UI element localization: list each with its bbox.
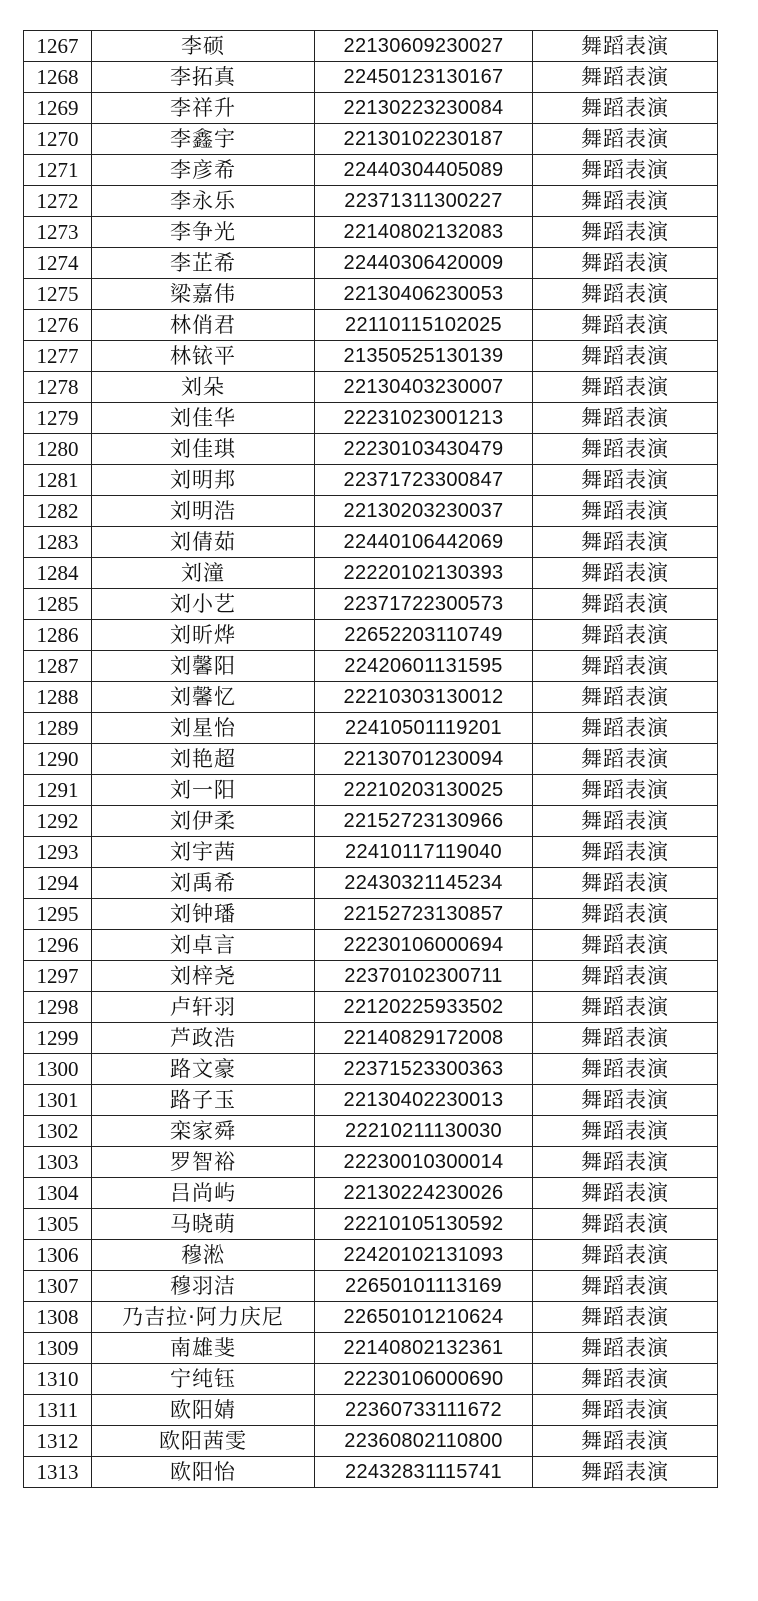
table-row bbox=[24, 651, 718, 682]
row-number-cell: 1274 bbox=[24, 248, 92, 279]
table-row bbox=[24, 992, 718, 1023]
exam-number-cell: 22371523300363 bbox=[315, 1054, 533, 1085]
table-row bbox=[24, 558, 718, 589]
row-number-cell: 1296 bbox=[24, 930, 92, 961]
row-number-cell: 1290 bbox=[24, 744, 92, 775]
major-cell: 舞蹈表演 bbox=[533, 775, 718, 806]
major-cell: 舞蹈表演 bbox=[533, 465, 718, 496]
table-row bbox=[24, 806, 718, 837]
exam-number-cell: 22440304405089 bbox=[315, 155, 533, 186]
row-number-cell: 1280 bbox=[24, 434, 92, 465]
exam-number-cell: 22130406230053 bbox=[315, 279, 533, 310]
table-row bbox=[24, 899, 718, 930]
exam-number-cell: 22450123130167 bbox=[315, 62, 533, 93]
table-row bbox=[24, 434, 718, 465]
row-number-cell: 1312 bbox=[24, 1426, 92, 1457]
row-number-cell: 1302 bbox=[24, 1116, 92, 1147]
major-cell: 舞蹈表演 bbox=[533, 961, 718, 992]
student-name-cell: 刘钟璠 bbox=[92, 899, 315, 930]
major-cell: 舞蹈表演 bbox=[533, 1085, 718, 1116]
exam-number-cell: 22230103430479 bbox=[315, 434, 533, 465]
major-cell: 舞蹈表演 bbox=[533, 1054, 718, 1085]
student-name-cell: 刘潼 bbox=[92, 558, 315, 589]
table-row bbox=[24, 1209, 718, 1240]
row-number-cell: 1279 bbox=[24, 403, 92, 434]
student-name-cell: 吕尚屿 bbox=[92, 1178, 315, 1209]
table-row bbox=[24, 1147, 718, 1178]
student-name-cell: 刘禹希 bbox=[92, 868, 315, 899]
major-cell: 舞蹈表演 bbox=[533, 713, 718, 744]
student-name-cell: 李永乐 bbox=[92, 186, 315, 217]
student-name-cell: 李拓真 bbox=[92, 62, 315, 93]
major-cell: 舞蹈表演 bbox=[533, 1147, 718, 1178]
exam-number-cell: 22230106000694 bbox=[315, 930, 533, 961]
exam-number-cell: 21350525130139 bbox=[315, 341, 533, 372]
student-name-cell: 穆羽洁 bbox=[92, 1271, 315, 1302]
exam-number-cell: 22440306420009 bbox=[315, 248, 533, 279]
row-number-cell: 1276 bbox=[24, 310, 92, 341]
exam-number-cell: 22652203110749 bbox=[315, 620, 533, 651]
student-name-cell: 刘宇茜 bbox=[92, 837, 315, 868]
major-cell: 舞蹈表演 bbox=[533, 1364, 718, 1395]
row-number-cell: 1281 bbox=[24, 465, 92, 496]
table-row bbox=[24, 465, 718, 496]
exam-number-cell: 22360733111672 bbox=[315, 1395, 533, 1426]
student-name-cell: 李芷希 bbox=[92, 248, 315, 279]
table-row bbox=[24, 1302, 718, 1333]
row-number-cell: 1307 bbox=[24, 1271, 92, 1302]
table-row bbox=[24, 155, 718, 186]
student-name-cell: 穆淞 bbox=[92, 1240, 315, 1271]
table-row bbox=[24, 775, 718, 806]
major-cell: 舞蹈表演 bbox=[533, 1116, 718, 1147]
table-row bbox=[24, 1240, 718, 1271]
exam-number-cell: 22110115102025 bbox=[315, 310, 533, 341]
table-row bbox=[24, 1333, 718, 1364]
major-cell: 舞蹈表演 bbox=[533, 651, 718, 682]
student-name-cell: 罗智裕 bbox=[92, 1147, 315, 1178]
row-number-cell: 1292 bbox=[24, 806, 92, 837]
exam-number-cell: 22231023001213 bbox=[315, 403, 533, 434]
exam-number-cell: 22220102130393 bbox=[315, 558, 533, 589]
exam-number-cell: 22152723130966 bbox=[315, 806, 533, 837]
exam-number-cell: 22140802132083 bbox=[315, 217, 533, 248]
table-row bbox=[24, 868, 718, 899]
exam-number-cell: 22210105130592 bbox=[315, 1209, 533, 1240]
row-number-cell: 1278 bbox=[24, 372, 92, 403]
student-roster-table bbox=[23, 30, 718, 1488]
exam-number-cell: 22130402230013 bbox=[315, 1085, 533, 1116]
row-number-cell: 1288 bbox=[24, 682, 92, 713]
major-cell: 舞蹈表演 bbox=[533, 217, 718, 248]
exam-number-cell: 22230106000690 bbox=[315, 1364, 533, 1395]
row-number-cell: 1275 bbox=[24, 279, 92, 310]
student-name-cell: 刘卓言 bbox=[92, 930, 315, 961]
student-name-cell: 刘梓尧 bbox=[92, 961, 315, 992]
table-row bbox=[24, 186, 718, 217]
student-name-cell: 梁嘉伟 bbox=[92, 279, 315, 310]
major-cell: 舞蹈表演 bbox=[533, 155, 718, 186]
major-cell: 舞蹈表演 bbox=[533, 248, 718, 279]
row-number-cell: 1305 bbox=[24, 1209, 92, 1240]
major-cell: 舞蹈表演 bbox=[533, 1333, 718, 1364]
major-cell: 舞蹈表演 bbox=[533, 744, 718, 775]
major-cell: 舞蹈表演 bbox=[533, 1426, 718, 1457]
table-row bbox=[24, 31, 718, 62]
major-cell: 舞蹈表演 bbox=[533, 992, 718, 1023]
major-cell: 舞蹈表演 bbox=[533, 62, 718, 93]
student-name-cell: 李彦希 bbox=[92, 155, 315, 186]
table-row bbox=[24, 1426, 718, 1457]
table-row bbox=[24, 527, 718, 558]
table-row bbox=[24, 1054, 718, 1085]
row-number-cell: 1269 bbox=[24, 93, 92, 124]
table-row bbox=[24, 961, 718, 992]
major-cell: 舞蹈表演 bbox=[533, 527, 718, 558]
row-number-cell: 1300 bbox=[24, 1054, 92, 1085]
exam-number-cell: 22130102230187 bbox=[315, 124, 533, 155]
row-number-cell: 1303 bbox=[24, 1147, 92, 1178]
major-cell: 舞蹈表演 bbox=[533, 310, 718, 341]
table-row bbox=[24, 1085, 718, 1116]
major-cell: 舞蹈表演 bbox=[533, 930, 718, 961]
exam-number-cell: 22210303130012 bbox=[315, 682, 533, 713]
major-cell: 舞蹈表演 bbox=[533, 1302, 718, 1333]
row-number-cell: 1313 bbox=[24, 1457, 92, 1488]
table-row bbox=[24, 1364, 718, 1395]
row-number-cell: 1310 bbox=[24, 1364, 92, 1395]
table-row bbox=[24, 403, 718, 434]
row-number-cell: 1270 bbox=[24, 124, 92, 155]
major-cell: 舞蹈表演 bbox=[533, 837, 718, 868]
student-name-cell: 刘小艺 bbox=[92, 589, 315, 620]
table-row bbox=[24, 1271, 718, 1302]
row-number-cell: 1298 bbox=[24, 992, 92, 1023]
student-name-cell: 刘佳华 bbox=[92, 403, 315, 434]
exam-number-cell: 22130203230037 bbox=[315, 496, 533, 527]
exam-number-cell: 22410501119201 bbox=[315, 713, 533, 744]
table-row bbox=[24, 1023, 718, 1054]
major-cell: 舞蹈表演 bbox=[533, 806, 718, 837]
row-number-cell: 1301 bbox=[24, 1085, 92, 1116]
table-row bbox=[24, 217, 718, 248]
student-name-cell: 路文豪 bbox=[92, 1054, 315, 1085]
table-row bbox=[24, 372, 718, 403]
student-name-cell: 刘一阳 bbox=[92, 775, 315, 806]
row-number-cell: 1289 bbox=[24, 713, 92, 744]
student-name-cell: 栾家舜 bbox=[92, 1116, 315, 1147]
table-row bbox=[24, 341, 718, 372]
table-row bbox=[24, 744, 718, 775]
row-number-cell: 1308 bbox=[24, 1302, 92, 1333]
student-name-cell: 刘倩茹 bbox=[92, 527, 315, 558]
row-number-cell: 1311 bbox=[24, 1395, 92, 1426]
row-number-cell: 1273 bbox=[24, 217, 92, 248]
major-cell: 舞蹈表演 bbox=[533, 186, 718, 217]
student-name-cell: 欧阳茜雯 bbox=[92, 1426, 315, 1457]
row-number-cell: 1293 bbox=[24, 837, 92, 868]
exam-number-cell: 22140829172008 bbox=[315, 1023, 533, 1054]
exam-number-cell: 22130403230007 bbox=[315, 372, 533, 403]
major-cell: 舞蹈表演 bbox=[533, 1209, 718, 1240]
row-number-cell: 1309 bbox=[24, 1333, 92, 1364]
row-number-cell: 1306 bbox=[24, 1240, 92, 1271]
student-name-cell: 刘明邦 bbox=[92, 465, 315, 496]
major-cell: 舞蹈表演 bbox=[533, 899, 718, 930]
student-name-cell: 宁纯钰 bbox=[92, 1364, 315, 1395]
student-name-cell: 刘馨阳 bbox=[92, 651, 315, 682]
student-name-cell: 刘艳超 bbox=[92, 744, 315, 775]
major-cell: 舞蹈表演 bbox=[533, 682, 718, 713]
student-name-cell: 林铱平 bbox=[92, 341, 315, 372]
student-name-cell: 芦政浩 bbox=[92, 1023, 315, 1054]
student-name-cell: 李硕 bbox=[92, 31, 315, 62]
major-cell: 舞蹈表演 bbox=[533, 434, 718, 465]
student-name-cell: 马晓萌 bbox=[92, 1209, 315, 1240]
student-name-cell: 刘佳琪 bbox=[92, 434, 315, 465]
major-cell: 舞蹈表演 bbox=[533, 1395, 718, 1426]
major-cell: 舞蹈表演 bbox=[533, 403, 718, 434]
exam-number-cell: 22130701230094 bbox=[315, 744, 533, 775]
major-cell: 舞蹈表演 bbox=[533, 1457, 718, 1488]
row-number-cell: 1299 bbox=[24, 1023, 92, 1054]
row-number-cell: 1268 bbox=[24, 62, 92, 93]
row-number-cell: 1282 bbox=[24, 496, 92, 527]
row-number-cell: 1277 bbox=[24, 341, 92, 372]
student-name-cell: 李鑫宇 bbox=[92, 124, 315, 155]
table-row bbox=[24, 1457, 718, 1488]
student-name-cell: 刘星怡 bbox=[92, 713, 315, 744]
exam-number-cell: 22440106442069 bbox=[315, 527, 533, 558]
exam-number-cell: 22650101113169 bbox=[315, 1271, 533, 1302]
table-row bbox=[24, 496, 718, 527]
student-name-cell: 乃吉拉·阿力庆尼 bbox=[92, 1302, 315, 1333]
student-name-cell: 刘朵 bbox=[92, 372, 315, 403]
exam-number-cell: 22130609230027 bbox=[315, 31, 533, 62]
exam-number-cell: 22152723130857 bbox=[315, 899, 533, 930]
table-row bbox=[24, 124, 718, 155]
exam-number-cell: 22432831115741 bbox=[315, 1457, 533, 1488]
major-cell: 舞蹈表演 bbox=[533, 1178, 718, 1209]
student-name-cell: 刘昕烨 bbox=[92, 620, 315, 651]
row-number-cell: 1304 bbox=[24, 1178, 92, 1209]
row-number-cell: 1291 bbox=[24, 775, 92, 806]
major-cell: 舞蹈表演 bbox=[533, 1271, 718, 1302]
table-row bbox=[24, 310, 718, 341]
student-name-cell: 欧阳婧 bbox=[92, 1395, 315, 1426]
row-number-cell: 1271 bbox=[24, 155, 92, 186]
row-number-cell: 1297 bbox=[24, 961, 92, 992]
student-name-cell: 李争光 bbox=[92, 217, 315, 248]
exam-number-cell: 22430321145234 bbox=[315, 868, 533, 899]
student-name-cell: 刘伊柔 bbox=[92, 806, 315, 837]
row-number-cell: 1295 bbox=[24, 899, 92, 930]
row-number-cell: 1294 bbox=[24, 868, 92, 899]
major-cell: 舞蹈表演 bbox=[533, 589, 718, 620]
major-cell: 舞蹈表演 bbox=[533, 1240, 718, 1271]
major-cell: 舞蹈表演 bbox=[533, 620, 718, 651]
exam-number-cell: 22650101210624 bbox=[315, 1302, 533, 1333]
student-name-cell: 欧阳怡 bbox=[92, 1457, 315, 1488]
table-row bbox=[24, 1178, 718, 1209]
row-number-cell: 1267 bbox=[24, 31, 92, 62]
row-number-cell: 1272 bbox=[24, 186, 92, 217]
major-cell: 舞蹈表演 bbox=[533, 93, 718, 124]
row-number-cell: 1285 bbox=[24, 589, 92, 620]
table-row bbox=[24, 930, 718, 961]
table-row bbox=[24, 589, 718, 620]
table-row bbox=[24, 620, 718, 651]
table-row bbox=[24, 837, 718, 868]
row-number-cell: 1284 bbox=[24, 558, 92, 589]
table-row bbox=[24, 682, 718, 713]
exam-number-cell: 22371723300847 bbox=[315, 465, 533, 496]
row-number-cell: 1283 bbox=[24, 527, 92, 558]
major-cell: 舞蹈表演 bbox=[533, 496, 718, 527]
roster-table-body bbox=[24, 31, 718, 1488]
table-row bbox=[24, 62, 718, 93]
exam-number-cell: 22420102131093 bbox=[315, 1240, 533, 1271]
major-cell: 舞蹈表演 bbox=[533, 372, 718, 403]
exam-number-cell: 22140802132361 bbox=[315, 1333, 533, 1364]
exam-number-cell: 22130224230026 bbox=[315, 1178, 533, 1209]
table-row bbox=[24, 248, 718, 279]
table-row bbox=[24, 713, 718, 744]
major-cell: 舞蹈表演 bbox=[533, 341, 718, 372]
exam-number-cell: 22370102300711 bbox=[315, 961, 533, 992]
major-cell: 舞蹈表演 bbox=[533, 31, 718, 62]
table-row bbox=[24, 1395, 718, 1426]
student-name-cell: 路子玉 bbox=[92, 1085, 315, 1116]
table-row bbox=[24, 1116, 718, 1147]
student-name-cell: 刘馨忆 bbox=[92, 682, 315, 713]
row-number-cell: 1287 bbox=[24, 651, 92, 682]
major-cell: 舞蹈表演 bbox=[533, 1023, 718, 1054]
exam-number-cell: 22371722300573 bbox=[315, 589, 533, 620]
exam-number-cell: 22420601131595 bbox=[315, 651, 533, 682]
student-name-cell: 林俏君 bbox=[92, 310, 315, 341]
exam-number-cell: 22130223230084 bbox=[315, 93, 533, 124]
major-cell: 舞蹈表演 bbox=[533, 558, 718, 589]
exam-number-cell: 22210203130025 bbox=[315, 775, 533, 806]
exam-number-cell: 22210211130030 bbox=[315, 1116, 533, 1147]
row-number-cell: 1286 bbox=[24, 620, 92, 651]
table-row bbox=[24, 93, 718, 124]
table-row bbox=[24, 279, 718, 310]
exam-number-cell: 22120225933502 bbox=[315, 992, 533, 1023]
student-name-cell: 卢轩羽 bbox=[92, 992, 315, 1023]
exam-number-cell: 22371311300227 bbox=[315, 186, 533, 217]
student-name-cell: 刘明浩 bbox=[92, 496, 315, 527]
student-name-cell: 李祥升 bbox=[92, 93, 315, 124]
student-name-cell: 南雄斐 bbox=[92, 1333, 315, 1364]
major-cell: 舞蹈表演 bbox=[533, 124, 718, 155]
exam-number-cell: 22360802110800 bbox=[315, 1426, 533, 1457]
major-cell: 舞蹈表演 bbox=[533, 279, 718, 310]
exam-number-cell: 22230010300014 bbox=[315, 1147, 533, 1178]
major-cell: 舞蹈表演 bbox=[533, 868, 718, 899]
exam-number-cell: 22410117119040 bbox=[315, 837, 533, 868]
